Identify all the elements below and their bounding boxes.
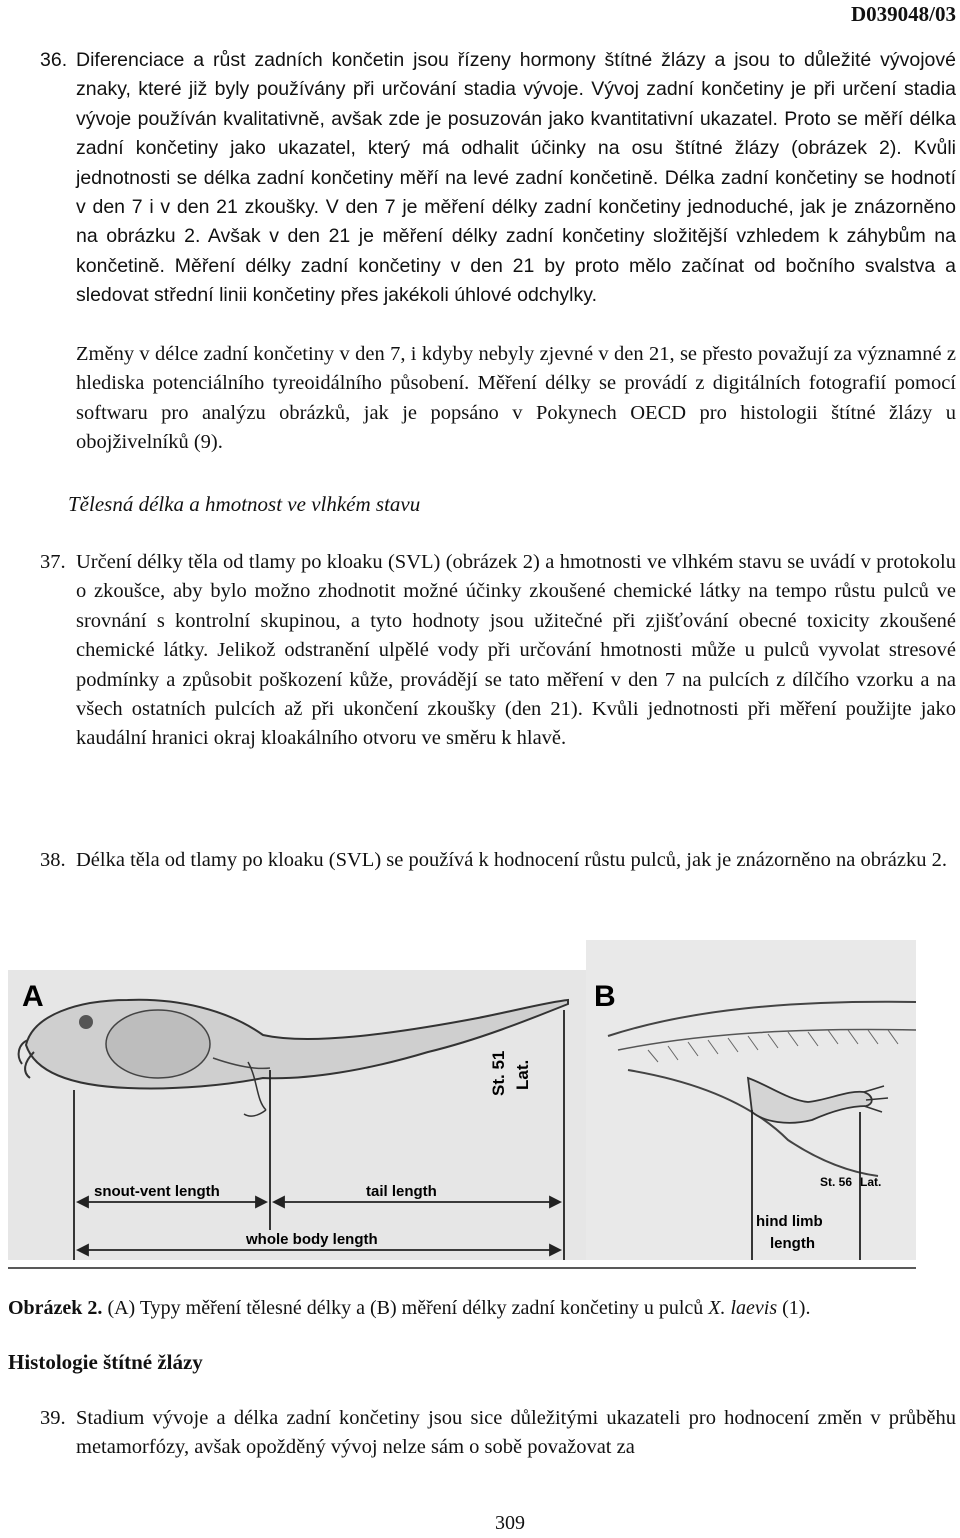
paragraph-36-text: Diferenciace a růst zadních končetin jsou řízeny hormony štítné žlázy a jsou to důležité vývojové znaky, které již byly používány při určování stadia vývoje. Vývoj zadní končetiny je při určení stadia vývoje používán kvalitativně, avšak zde je posuzován jako kvantitativní ukazatel. Proto se měří délka zadní končetiny jako ukazatel, který má odhalit účinky na osu štítné žlázy (obrázek 2). Kvůli jednotnosti se délka zadní končetiny měří na levé zadní končetině. Délka zadní končetiny se hodnotí v den 7 i v den 21 zkoušky. V den 7 je měření délky zadní končetiny jednoduché, jak je znázorněno na obrázku 2. Avšak v den 21 je měření délky zadní končetiny složitější vzhledem k záhybům na končetině. Měření délky zadní končetiny v den 21 by proto mělo začínat od bočního svalstva a sledovat střední linii končetiny přes jakékoli úhlové odchylky. — [76, 49, 956, 307]
subheading-body-length: Tělesná délka a hmotnost ve vlhkém stavu — [68, 492, 421, 516]
page-number: 309 — [495, 1512, 525, 1534]
paragraph-36-text-continued: Změny v délce zadní končetiny v den 7, i kdyby nebyly zjevné v den 21, se přesto považují za významné z hlediska potenciálního tyreoidálního působení. Měření délky se provádí z digitálních fotografií pomocí softwaru pro analýzu obrázků, jak je popsáno v Pokynech OECD pro histologii štítné žlázy u obojživelníků (9). — [76, 343, 956, 454]
caption-text: (A) Typy měření tělesné délky a (B) měření délky zadní končetiny u pulců — [102, 1297, 709, 1319]
caption-reference: (1). — [777, 1297, 811, 1319]
panel-a-label: A — [22, 980, 44, 1013]
paragraph-37-text: Určení délky těla od tlamy po kloaku (SVL) (obrázek 2) a hmotnosti ve vlhkém stavu se uvádí v protokolu o zkoušce, aby bylo možno zhodnotit možné účinky zkoušené chemické látky na tempo růstu pulců ve srovnání s kontrolní skupinou, a tyto hodnoty jsou užitečné při zjišťování obecné toxicity zkoušené chemické látky. Jelikož odstranění ulpělé vody při určování hmotnosti může u pulců vyvolat stresové podmínky a způsobit poškození kůže, provádějí se tato měření v den 7 na pulcích z dílčího vzorku a na všech ostatních pulcích až při ukončení zkoušky (den 21). Kvůli jednotnosti při měření použijte jako kaudální hranici okraj kloakálního otvoru ve směru k hlavě. — [76, 551, 956, 750]
document-id: D039048/03 — [851, 2, 956, 26]
paragraph-number-39: 39. — [40, 1407, 66, 1429]
figure-2-tadpole-measurements — [8, 940, 916, 1270]
whole-body-length-label: whole body length — [246, 1231, 378, 1248]
snout-vent-length-label: snout-vent length — [94, 1183, 220, 1200]
stage-label-b: St. 56 — [820, 1175, 853, 1189]
stage-label-a: St. 51 — [489, 1050, 508, 1096]
paragraph-number-37: 37. — [40, 551, 66, 573]
panel-b-label: B — [594, 980, 616, 1013]
section-heading-thyroid-histology: Histologie štítné žlázy — [8, 1350, 203, 1374]
paragraph-39-text: Stadium vývoje a délka zadní končetiny jsou sice důležitými ukazateli pro hodnocení změn v průběhu metamorfózy, avšak opožděný vývoj nelze sám o sobě považovat za — [76, 1407, 956, 1459]
hind-limb-label-line2: length — [770, 1235, 815, 1252]
tail-length-label: tail length — [366, 1183, 437, 1200]
paragraph-number-38: 38. — [40, 849, 66, 871]
hind-limb-label-line1: hind limb — [756, 1213, 823, 1230]
figure-caption — [8, 1297, 810, 1320]
paragraph-number-36: 36. — [40, 49, 68, 71]
lat-label-a: Lat. — [513, 1059, 532, 1090]
caption-label: Obrázek 2. — [8, 1297, 103, 1319]
caption-species: X. laevis — [708, 1297, 778, 1319]
lat-label-b: Lat. — [860, 1175, 882, 1189]
paragraph-38-text: Délka těla od tlamy po kloaku (SVL) se používá k hodnocení růstu pulců, jak je znázorněno na obrázku 2. — [76, 849, 947, 871]
